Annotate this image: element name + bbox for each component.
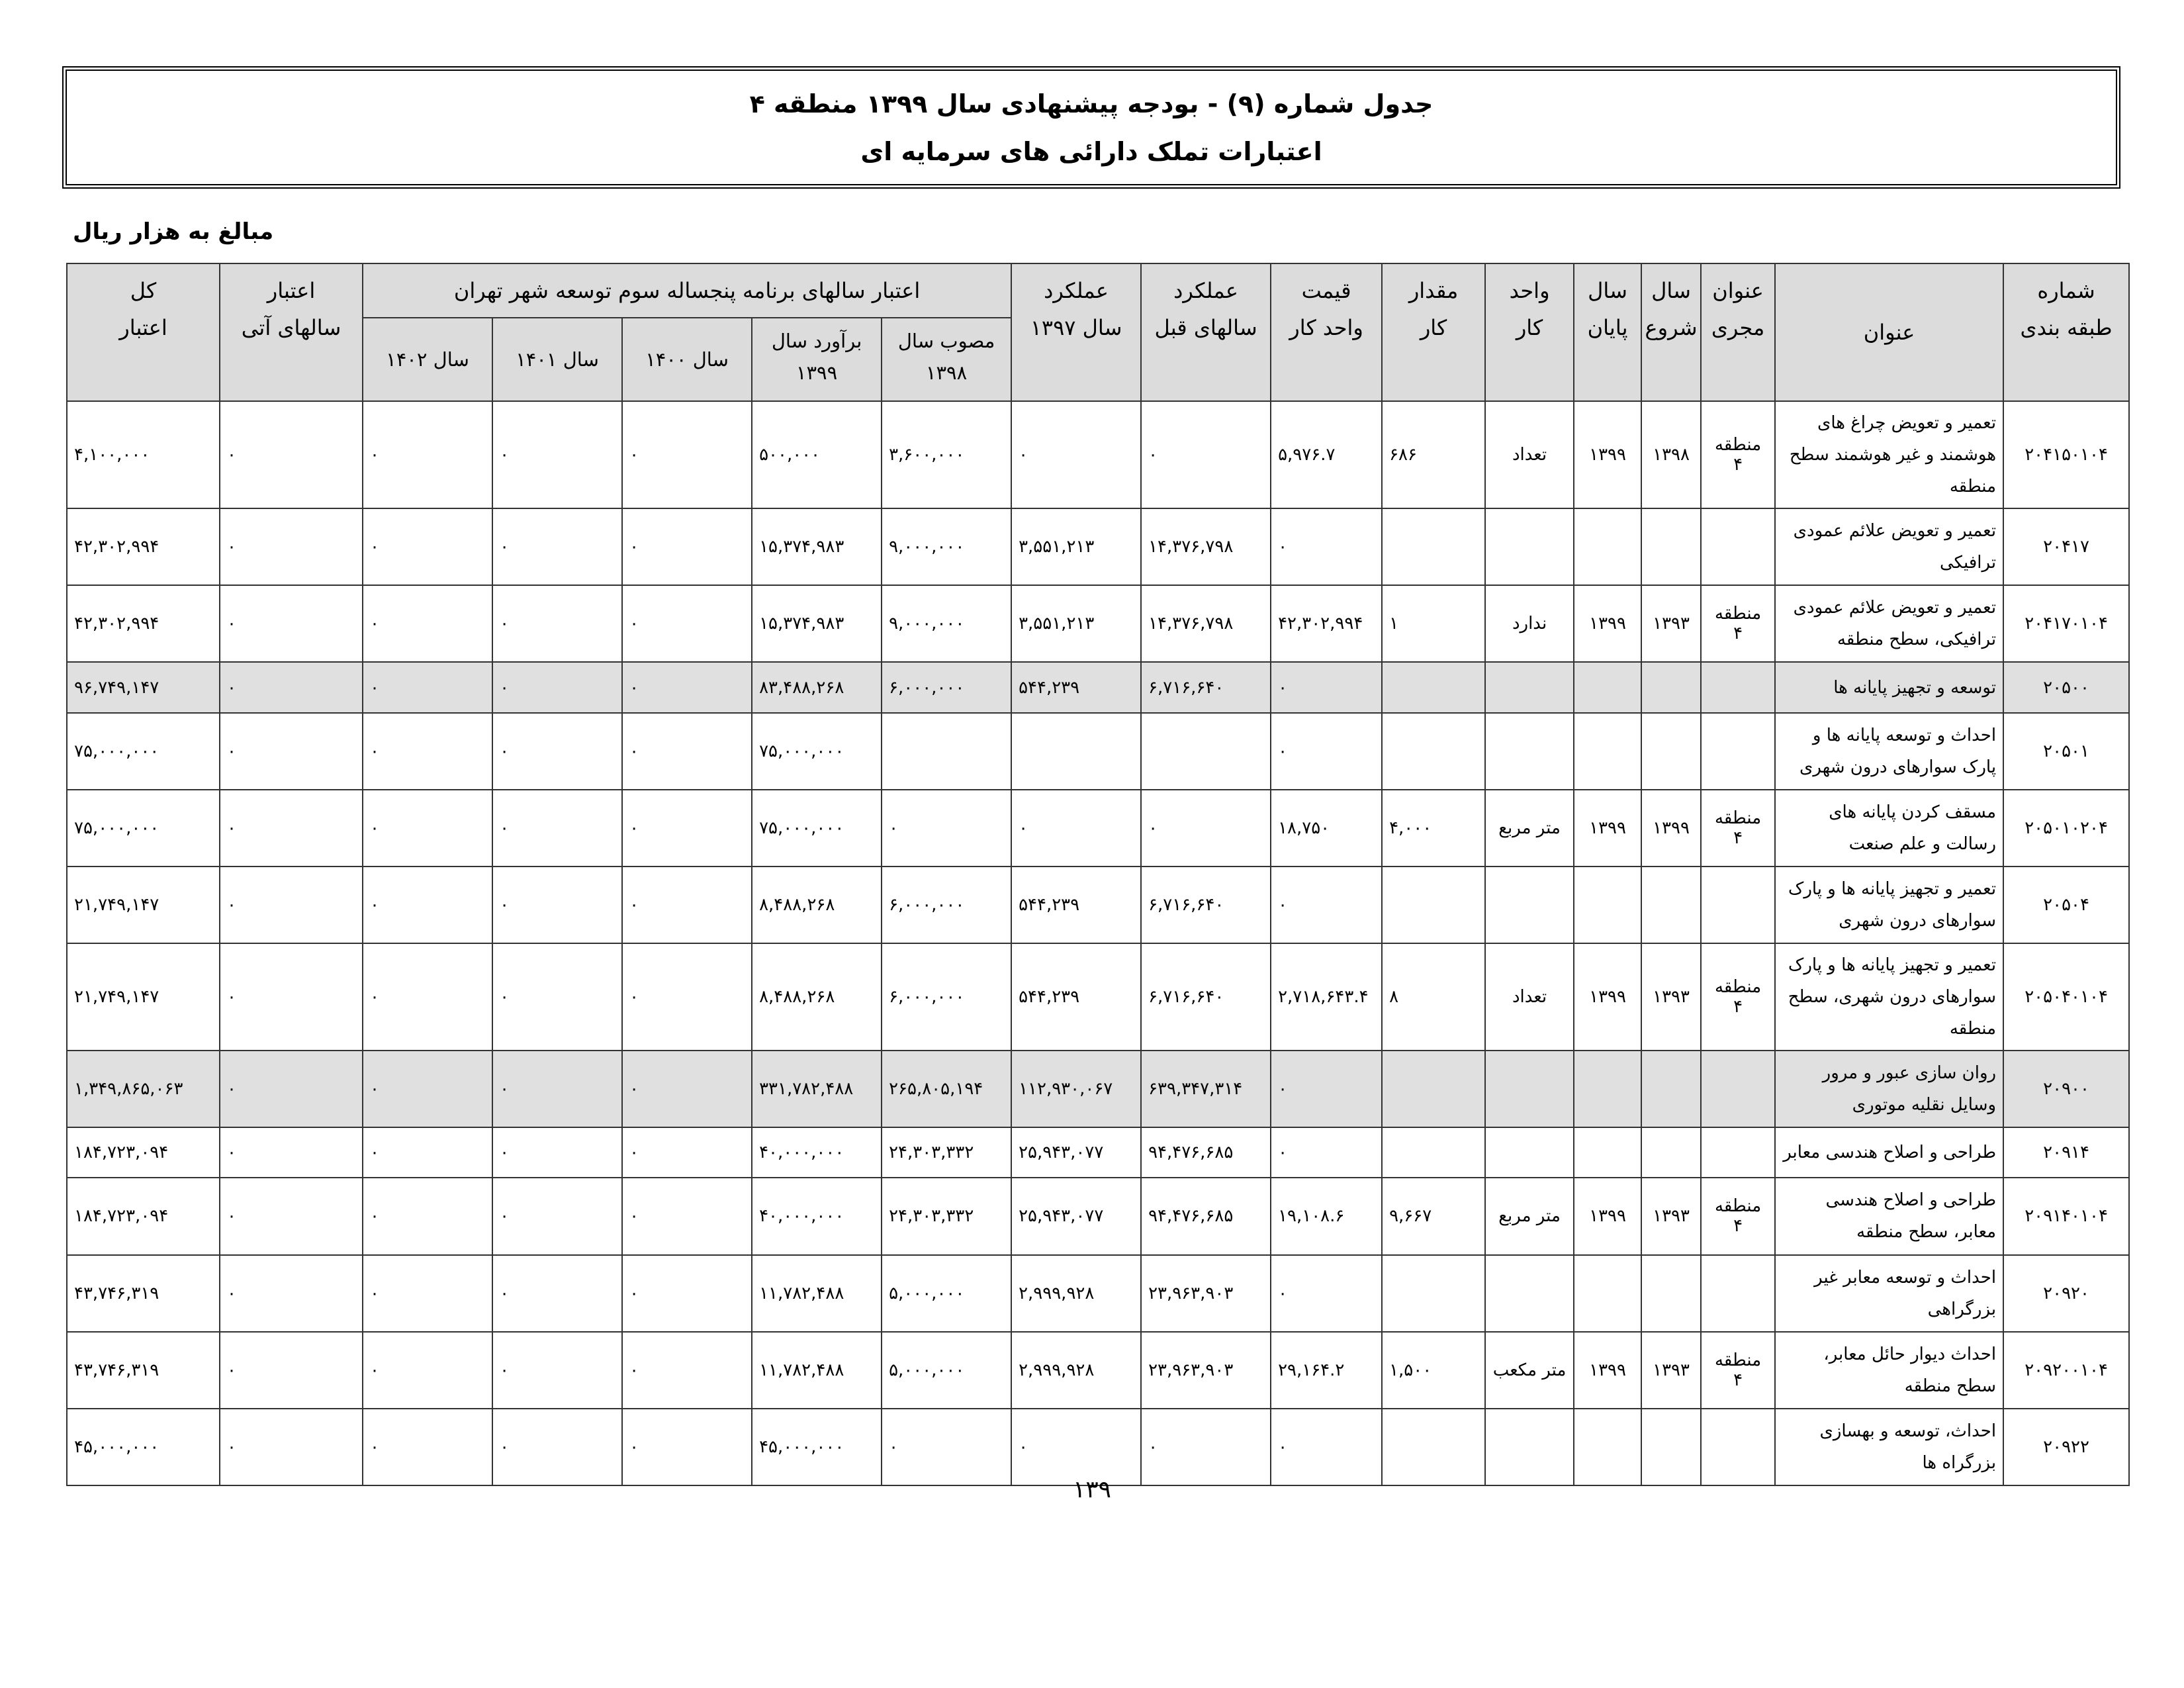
row-title: احداث، توسعه و بهسازی بزرگراه ها — [1775, 1409, 2003, 1485]
row-start-year — [1641, 867, 1701, 943]
header-start-year: سال شروع — [1641, 263, 1701, 401]
row-total: ۷۵,۰۰۰,۰۰۰ — [67, 790, 220, 867]
row-title: طراحی و اصلاح هندسی معابر — [1775, 1127, 2003, 1178]
row-unit-price: ۰ — [1271, 1051, 1382, 1127]
row-total: ۹۶,۷۴۹,۱۴۷ — [67, 662, 220, 712]
row-unit — [1485, 662, 1574, 712]
table-row — [67, 943, 2129, 1051]
row-code: ۲۰۴۱۷۰۱۰۴ — [2003, 585, 2129, 662]
row-start-year: ۱۳۹۳ — [1641, 1332, 1701, 1409]
row-start-year — [1641, 713, 1701, 790]
row-approved-1398: ۲۴,۳۰۳,۳۳۲ — [882, 1127, 1011, 1178]
row-perf-1397: ۲,۹۹۹,۹۲۸ — [1011, 1332, 1141, 1409]
row-perf-prior — [1141, 713, 1271, 790]
row-unit-price: ۰ — [1271, 1127, 1382, 1178]
row-perf-prior: ۰ — [1141, 790, 1271, 867]
row-future: ۰ — [220, 1051, 363, 1127]
row-title: تعمیر و تعویض علائم عمودی ترافیکی، سطح منطقه — [1775, 585, 2003, 662]
row-year-1401: ۰ — [492, 1051, 622, 1127]
table-row — [67, 713, 2129, 790]
row-quantity — [1382, 1409, 1485, 1485]
row-estimate-1399: ۸,۴۸۸,۲۶۸ — [752, 943, 882, 1051]
row-quantity: ۸ — [1382, 943, 1485, 1051]
row-year-1400: ۰ — [622, 1332, 752, 1409]
row-approved-1398: ۶,۰۰۰,۰۰۰ — [882, 943, 1011, 1051]
row-end-year: ۱۳۹۹ — [1574, 585, 1641, 662]
row-approved-1398 — [882, 713, 1011, 790]
row-perf-1397 — [1011, 713, 1141, 790]
row-unit — [1485, 1051, 1574, 1127]
row-quantity: ۶۸۶ — [1382, 401, 1485, 508]
row-quantity — [1382, 867, 1485, 943]
row-approved-1398: ۵,۰۰۰,۰۰۰ — [882, 1255, 1011, 1332]
row-perf-prior: ۶,۷۱۶,۶۴۰ — [1141, 662, 1271, 712]
row-year-1400: ۰ — [622, 1255, 752, 1332]
row-approved-1398: ۹,۰۰۰,۰۰۰ — [882, 508, 1011, 585]
row-title: طراحی و اصلاح هندسی معابر، سطح منطقه — [1775, 1178, 2003, 1254]
row-code: ۲۰۹۲۰۰۱۰۴ — [2003, 1332, 2129, 1409]
row-perf-prior: ۲۳,۹۶۳,۹۰۳ — [1141, 1332, 1271, 1409]
row-perf-prior: ۶۳۹,۳۴۷,۳۱۴ — [1141, 1051, 1271, 1127]
row-unit — [1485, 1409, 1574, 1485]
row-unit — [1485, 1255, 1574, 1332]
row-future: ۰ — [220, 401, 363, 508]
header-unit-price: قیمت واحد کار — [1271, 263, 1382, 401]
header-plan-group: اعتبار سالهای برنامه پنجساله سوم توسعه شهر تهران — [363, 263, 1011, 318]
row-executor — [1701, 713, 1775, 790]
row-unit-price: ۰ — [1271, 867, 1382, 943]
row-end-year — [1574, 713, 1641, 790]
header-year-1402: سال ۱۴۰۲ — [363, 318, 492, 401]
row-total: ۲۱,۷۴۹,۱۴۷ — [67, 867, 220, 943]
row-start-year: ۱۳۹۳ — [1641, 585, 1701, 662]
row-year-1401: ۰ — [492, 790, 622, 867]
row-year-1402: ۰ — [363, 713, 492, 790]
header-future: اعتبار سالهای آتی — [220, 263, 363, 401]
row-unit: تعداد — [1485, 943, 1574, 1051]
row-quantity — [1382, 1051, 1485, 1127]
table-row — [67, 1127, 2129, 1178]
document-title: جدول شماره (۹) - بودجه پیشنهادی سال ۱۳۹۹ منطقه ۴ — [749, 89, 1433, 118]
row-executor — [1701, 662, 1775, 712]
row-quantity: ۴,۰۰۰ — [1382, 790, 1485, 867]
row-title: تعمیر و تعویض چراغ های هوشمند و غیر هوشمند سطح منطقه — [1775, 401, 2003, 508]
row-end-year — [1574, 662, 1641, 712]
row-title: تعمیر و تعویض علائم عمودی ترافیکی — [1775, 508, 2003, 585]
row-estimate-1399: ۱۱,۷۸۲,۴۸۸ — [752, 1255, 882, 1332]
header-perf-prior: عملکرد سالهای قبل — [1141, 263, 1271, 401]
row-quantity — [1382, 1127, 1485, 1178]
row-year-1400: ۰ — [622, 662, 752, 712]
row-unit-price: ۰ — [1271, 662, 1382, 712]
table-row — [67, 1332, 2129, 1409]
row-total: ۷۵,۰۰۰,۰۰۰ — [67, 713, 220, 790]
row-approved-1398: ۲۶۵,۸۰۵,۱۹۴ — [882, 1051, 1011, 1127]
row-perf-prior: ۲۳,۹۶۳,۹۰۳ — [1141, 1255, 1271, 1332]
row-start-year — [1641, 1255, 1701, 1332]
row-perf-1397: ۰ — [1011, 401, 1141, 508]
row-unit-price: ۱۹,۱۰۸.۶ — [1271, 1178, 1382, 1254]
header-unit: واحد کار — [1485, 263, 1574, 401]
row-quantity: ۱ — [1382, 585, 1485, 662]
row-future: ۰ — [220, 508, 363, 585]
row-unit: متر مربع — [1485, 1178, 1574, 1254]
row-title: توسعه و تجهیز پایانه ها — [1775, 662, 2003, 712]
budget-table-body — [67, 401, 2129, 1485]
row-year-1401: ۰ — [492, 1178, 622, 1254]
row-estimate-1399: ۸۳,۴۸۸,۲۶۸ — [752, 662, 882, 712]
row-title: احداث و توسعه معابر غیر بزرگراهی — [1775, 1255, 2003, 1332]
row-year-1400: ۰ — [622, 867, 752, 943]
row-year-1401: ۰ — [492, 585, 622, 662]
row-perf-1397: ۲۵,۹۴۳,۰۷۷ — [1011, 1178, 1141, 1254]
row-year-1400: ۰ — [622, 790, 752, 867]
row-unit-price: ۰ — [1271, 508, 1382, 585]
row-future: ۰ — [220, 1255, 363, 1332]
table-row — [67, 1051, 2129, 1127]
row-unit — [1485, 867, 1574, 943]
row-executor: منطقه ۴ — [1701, 585, 1775, 662]
row-year-1402: ۰ — [363, 1051, 492, 1127]
row-perf-1397: ۳,۵۵۱,۲۱۳ — [1011, 585, 1141, 662]
row-perf-prior: ۰ — [1141, 1409, 1271, 1485]
row-future: ۰ — [220, 943, 363, 1051]
row-code: ۲۰۵۰۰ — [2003, 662, 2129, 712]
row-end-year — [1574, 1051, 1641, 1127]
row-perf-1397: ۱۱۲,۹۳۰,۰۶۷ — [1011, 1051, 1141, 1127]
row-estimate-1399: ۷۵,۰۰۰,۰۰۰ — [752, 713, 882, 790]
row-end-year — [1574, 1127, 1641, 1178]
row-quantity — [1382, 713, 1485, 790]
row-unit-price: ۰ — [1271, 713, 1382, 790]
row-total: ۲۱,۷۴۹,۱۴۷ — [67, 943, 220, 1051]
row-code: ۲۰۵۰۱ — [2003, 713, 2129, 790]
row-unit-price: ۲,۷۱۸,۶۴۳.۴ — [1271, 943, 1382, 1051]
row-quantity — [1382, 508, 1485, 585]
row-total: ۱,۳۴۹,۸۶۵,۰۶۳ — [67, 1051, 220, 1127]
header-title: عنوان — [1775, 263, 2003, 401]
row-perf-prior: ۶,۷۱۶,۶۴۰ — [1141, 867, 1271, 943]
row-quantity — [1382, 1255, 1485, 1332]
row-end-year — [1574, 867, 1641, 943]
row-end-year: ۱۳۹۹ — [1574, 401, 1641, 508]
row-approved-1398: ۰ — [882, 1409, 1011, 1485]
row-perf-1397: ۲۵,۹۴۳,۰۷۷ — [1011, 1127, 1141, 1178]
row-estimate-1399: ۴۵,۰۰۰,۰۰۰ — [752, 1409, 882, 1485]
row-end-year — [1574, 508, 1641, 585]
row-executor — [1701, 1051, 1775, 1127]
row-year-1401: ۰ — [492, 1409, 622, 1485]
header-estimate-1399: برآورد سال ۱۳۹۹ — [752, 318, 882, 401]
row-end-year — [1574, 1255, 1641, 1332]
row-year-1402: ۰ — [363, 1178, 492, 1254]
row-title: احداث دیوار حائل معابر، سطح منطقه — [1775, 1332, 2003, 1409]
row-unit: متر مکعب — [1485, 1332, 1574, 1409]
row-unit — [1485, 1127, 1574, 1178]
row-total: ۴۵,۰۰۰,۰۰۰ — [67, 1409, 220, 1485]
row-approved-1398: ۵,۰۰۰,۰۰۰ — [882, 1332, 1011, 1409]
row-approved-1398: ۹,۰۰۰,۰۰۰ — [882, 585, 1011, 662]
table-row — [67, 1409, 2129, 1485]
table-row — [67, 401, 2129, 508]
row-perf-1397: ۳,۵۵۱,۲۱۳ — [1011, 508, 1141, 585]
row-executor — [1701, 1255, 1775, 1332]
row-end-year: ۱۳۹۹ — [1574, 1332, 1641, 1409]
row-year-1402: ۰ — [363, 508, 492, 585]
row-year-1401: ۰ — [492, 401, 622, 508]
row-year-1400: ۰ — [622, 401, 752, 508]
row-year-1402: ۰ — [363, 790, 492, 867]
row-estimate-1399: ۱۵,۳۷۴,۹۸۳ — [752, 585, 882, 662]
row-estimate-1399: ۱۱,۷۸۲,۴۸۸ — [752, 1332, 882, 1409]
row-total: ۱۸۴,۷۲۳,۰۹۴ — [67, 1127, 220, 1178]
header-year-1400: سال ۱۴۰۰ — [622, 318, 752, 401]
row-executor: منطقه ۴ — [1701, 1178, 1775, 1254]
header-total: کل اعتبار — [67, 263, 220, 401]
row-executor — [1701, 867, 1775, 943]
row-year-1400: ۰ — [622, 713, 752, 790]
row-future: ۰ — [220, 1127, 363, 1178]
row-start-year — [1641, 1409, 1701, 1485]
row-unit-price: ۴۲,۳۰۲,۹۹۴ — [1271, 585, 1382, 662]
table-row — [67, 1255, 2129, 1332]
row-code: ۲۰۴۱۵۰۱۰۴ — [2003, 401, 2129, 508]
header-year-1401: سال ۱۴۰۱ — [492, 318, 622, 401]
header-code: شماره طبقه بندی — [2003, 263, 2129, 401]
row-unit-price: ۵,۹۷۶.۷ — [1271, 401, 1382, 508]
row-total: ۴۳,۷۴۶,۳۱۹ — [67, 1332, 220, 1409]
row-year-1401: ۰ — [492, 1255, 622, 1332]
row-unit: متر مربع — [1485, 790, 1574, 867]
row-executor: منطقه ۴ — [1701, 1332, 1775, 1409]
row-title: مسقف کردن پایانه های رسالت و علم صنعت — [1775, 790, 2003, 867]
row-start-year — [1641, 1127, 1701, 1178]
header-perf-1397: عملکرد سال ۱۳۹۷ — [1011, 263, 1141, 401]
row-year-1402: ۰ — [363, 401, 492, 508]
header-end-year: سال پایان — [1574, 263, 1641, 401]
row-unit — [1485, 713, 1574, 790]
row-total: ۱۸۴,۷۲۳,۰۹۴ — [67, 1178, 220, 1254]
page-number: ۱۳۹ — [1072, 1476, 1111, 1503]
row-perf-prior: ۱۴,۳۷۶,۷۹۸ — [1141, 508, 1271, 585]
row-future: ۰ — [220, 1178, 363, 1254]
units-note: مبالغ به هزار ریال — [73, 218, 274, 245]
row-future: ۰ — [220, 790, 363, 867]
row-year-1401: ۰ — [492, 662, 622, 712]
row-code: ۲۰۹۰۰ — [2003, 1051, 2129, 1127]
row-year-1401: ۰ — [492, 508, 622, 585]
row-year-1402: ۰ — [363, 1409, 492, 1485]
row-unit-price: ۱۸,۷۵۰ — [1271, 790, 1382, 867]
row-executor — [1701, 508, 1775, 585]
row-title: تعمیر و تجهیز پایانه ها و پارک سوارهای درون شهری، سطح منطقه — [1775, 943, 2003, 1051]
row-perf-1397: ۰ — [1011, 790, 1141, 867]
row-year-1401: ۰ — [492, 1127, 622, 1178]
table-row — [67, 662, 2129, 712]
row-approved-1398: ۲۴,۳۰۳,۳۳۲ — [882, 1178, 1011, 1254]
row-year-1400: ۰ — [622, 508, 752, 585]
row-approved-1398: ۶,۰۰۰,۰۰۰ — [882, 867, 1011, 943]
row-end-year: ۱۳۹۹ — [1574, 790, 1641, 867]
row-code: ۲۰۹۱۴ — [2003, 1127, 2129, 1178]
row-perf-1397: ۵۴۴,۲۳۹ — [1011, 662, 1141, 712]
row-year-1402: ۰ — [363, 943, 492, 1051]
row-quantity — [1382, 662, 1485, 712]
row-unit-price: ۰ — [1271, 1409, 1382, 1485]
row-quantity: ۱,۵۰۰ — [1382, 1332, 1485, 1409]
header-approved-1398: مصوب سال ۱۳۹۸ — [882, 318, 1011, 401]
row-code: ۲۰۹۲۰ — [2003, 1255, 2129, 1332]
row-future: ۰ — [220, 1409, 363, 1485]
row-future: ۰ — [220, 585, 363, 662]
row-title: روان سازی عبور و مرور وسایل نقلیه موتوری — [1775, 1051, 2003, 1127]
row-future: ۰ — [220, 1332, 363, 1409]
row-unit — [1485, 508, 1574, 585]
row-unit: ندارد — [1485, 585, 1574, 662]
row-code: ۲۰۵۰۴۰۱۰۴ — [2003, 943, 2129, 1051]
row-start-year: ۱۳۹۳ — [1641, 943, 1701, 1051]
row-estimate-1399: ۴۰,۰۰۰,۰۰۰ — [752, 1127, 882, 1178]
row-end-year — [1574, 1409, 1641, 1485]
row-code: ۲۰۹۱۴۰۱۰۴ — [2003, 1178, 2129, 1254]
table-row — [67, 1178, 2129, 1254]
row-end-year: ۱۳۹۹ — [1574, 943, 1641, 1051]
row-estimate-1399: ۳۳۱,۷۸۲,۴۸۸ — [752, 1051, 882, 1127]
row-perf-prior: ۹۴,۴۷۶,۶۸۵ — [1141, 1127, 1271, 1178]
row-year-1400: ۰ — [622, 1178, 752, 1254]
row-perf-1397: ۵۴۴,۲۳۹ — [1011, 867, 1141, 943]
row-code: ۲۰۹۲۲ — [2003, 1409, 2129, 1485]
row-code: ۲۰۴۱۷ — [2003, 508, 2129, 585]
row-estimate-1399: ۸,۴۸۸,۲۶۸ — [752, 867, 882, 943]
row-estimate-1399: ۴۰,۰۰۰,۰۰۰ — [752, 1178, 882, 1254]
row-title: تعمیر و تجهیز پایانه ها و پارک سوارهای درون شهری — [1775, 867, 2003, 943]
row-estimate-1399: ۵۰۰,۰۰۰ — [752, 401, 882, 508]
header-executor: عنوان مجری — [1701, 263, 1775, 401]
row-quantity: ۹,۶۶۷ — [1382, 1178, 1485, 1254]
row-perf-1397: ۲,۹۹۹,۹۲۸ — [1011, 1255, 1141, 1332]
row-unit: تعداد — [1485, 401, 1574, 508]
row-future: ۰ — [220, 867, 363, 943]
row-perf-prior: ۹۴,۴۷۶,۶۸۵ — [1141, 1178, 1271, 1254]
row-year-1402: ۰ — [363, 867, 492, 943]
table-row — [67, 867, 2129, 943]
row-future: ۰ — [220, 713, 363, 790]
row-approved-1398: ۳,۶۰۰,۰۰۰ — [882, 401, 1011, 508]
row-future: ۰ — [220, 662, 363, 712]
row-total: ۴۲,۳۰۲,۹۹۴ — [67, 585, 220, 662]
row-year-1402: ۰ — [363, 1127, 492, 1178]
table-row — [67, 790, 2129, 867]
row-approved-1398: ۰ — [882, 790, 1011, 867]
row-unit-price: ۰ — [1271, 1255, 1382, 1332]
row-year-1400: ۰ — [622, 1409, 752, 1485]
row-year-1400: ۰ — [622, 943, 752, 1051]
row-year-1401: ۰ — [492, 943, 622, 1051]
row-perf-prior: ۰ — [1141, 401, 1271, 508]
table-row — [67, 508, 2129, 585]
row-executor: منطقه ۴ — [1701, 401, 1775, 508]
row-perf-prior: ۶,۷۱۶,۶۴۰ — [1141, 943, 1271, 1051]
row-start-year: ۱۳۹۳ — [1641, 1178, 1701, 1254]
row-perf-1397: ۵۴۴,۲۳۹ — [1011, 943, 1141, 1051]
row-title: احداث و توسعه پایانه ها و پارک سوارهای درون شهری — [1775, 713, 2003, 790]
header-quantity: مقدار کار — [1382, 263, 1485, 401]
row-executor: منطقه ۴ — [1701, 790, 1775, 867]
row-executor: منطقه ۴ — [1701, 943, 1775, 1051]
row-estimate-1399: ۱۵,۳۷۴,۹۸۳ — [752, 508, 882, 585]
row-year-1401: ۰ — [492, 867, 622, 943]
row-estimate-1399: ۷۵,۰۰۰,۰۰۰ — [752, 790, 882, 867]
row-approved-1398: ۶,۰۰۰,۰۰۰ — [882, 662, 1011, 712]
row-perf-1397: ۰ — [1011, 1409, 1141, 1485]
row-start-year: ۱۳۹۸ — [1641, 401, 1701, 508]
row-year-1402: ۰ — [363, 662, 492, 712]
title-box — [62, 66, 2120, 189]
row-year-1400: ۰ — [622, 585, 752, 662]
row-year-1400: ۰ — [622, 1127, 752, 1178]
row-start-year: ۱۳۹۹ — [1641, 790, 1701, 867]
row-start-year — [1641, 662, 1701, 712]
row-year-1400: ۰ — [622, 1051, 752, 1127]
row-executor — [1701, 1127, 1775, 1178]
table-row — [67, 585, 2129, 662]
row-year-1402: ۰ — [363, 1332, 492, 1409]
row-year-1401: ۰ — [492, 713, 622, 790]
row-total: ۴۲,۳۰۲,۹۹۴ — [67, 508, 220, 585]
row-start-year — [1641, 508, 1701, 585]
row-year-1401: ۰ — [492, 1332, 622, 1409]
document-subtitle: اعتبارات تملک دارائی های سرمایه ای — [860, 136, 1322, 166]
row-total: ۴,۱۰۰,۰۰۰ — [67, 401, 220, 508]
row-code: ۲۰۵۰۱۰۲۰۴ — [2003, 790, 2129, 867]
row-year-1402: ۰ — [363, 585, 492, 662]
row-executor — [1701, 1409, 1775, 1485]
row-year-1402: ۰ — [363, 1255, 492, 1332]
row-unit-price: ۲۹,۱۶۴.۲ — [1271, 1332, 1382, 1409]
row-perf-prior: ۱۴,۳۷۶,۷۹۸ — [1141, 585, 1271, 662]
row-total: ۴۳,۷۴۶,۳۱۹ — [67, 1255, 220, 1332]
budget-table — [66, 263, 2130, 1486]
row-code: ۲۰۵۰۴ — [2003, 867, 2129, 943]
row-start-year — [1641, 1051, 1701, 1127]
row-end-year: ۱۳۹۹ — [1574, 1178, 1641, 1254]
